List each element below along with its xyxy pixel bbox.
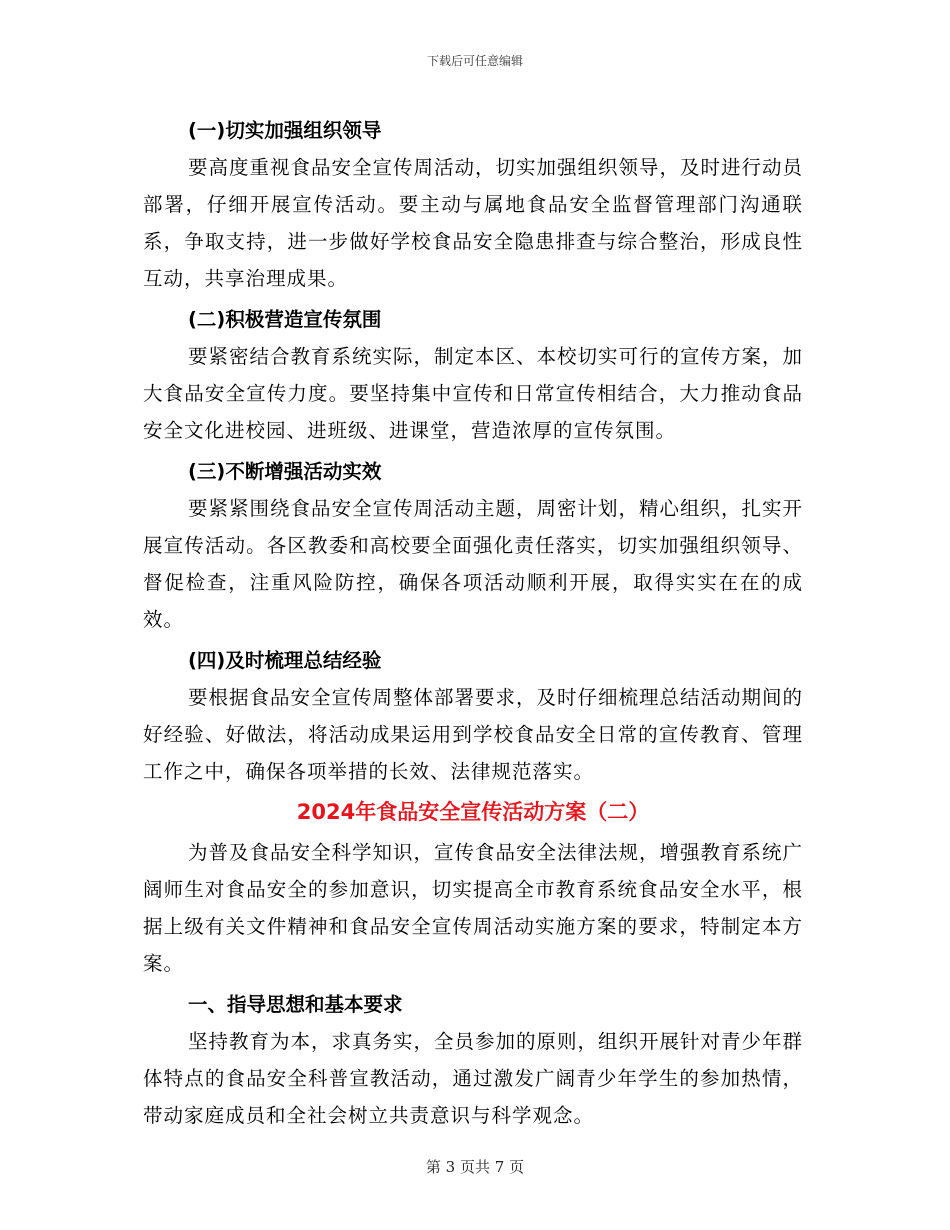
section-paragraph-3: 要紧紧围绕食品安全宣传周活动主题，周密计划，精心组织，扎实开展宣传活动。各区教委和高校要全面强化责任落实，切实加强组织领导、督促检查，注重风险防控，确保各项活动顺利开展，取得实实在在的成效。 xyxy=(143,497,804,631)
section-heading-guiding: 一、指导思想和基本要求 xyxy=(188,993,403,1016)
section-heading-4: (四)及时梳理总结经验 xyxy=(188,649,382,672)
section-heading-3: (三)不断增强活动实效 xyxy=(188,460,382,483)
section-paragraph-1: 要高度重视食品安全宣传周活动，切实加强组织领导，及时进行动员部署，仔细开展宣传活动。要主动与属地食品安全监督管理部门沟通联系，争取支持，进一步做好学校食品安全隐患排查与综合整治，形成良性互动，共享治理成果。 xyxy=(143,156,804,290)
section-heading-2: (二)积极营造宣传氛围 xyxy=(188,308,382,331)
page-header: 下载后可任意编辑 xyxy=(426,54,523,68)
document-title: 2024年食品安全宣传活动方案（二） xyxy=(296,800,650,824)
page-footer: 第 3 页共 7 页 xyxy=(425,1158,525,1176)
section-paragraph-guiding: 坚持教育为本，求真务实，全员参加的原则，组织开展针对青少年群体特点的食品安全科普宣教活动，通过激发广阔青少年学生的参加热情，带动家庭成员和全社会树立共责意识与科学观念。 xyxy=(143,1030,804,1127)
section-paragraph-2: 要紧密结合教育系统实际，制定本区、本校切实可行的宣传方案，加大食品安全宣传力度。要坚持集中宣传和日常宣传相结合，大力推动食品安全文化进校园、进班级、进课堂，营造浓厚的宣传氛围。 xyxy=(143,345,804,442)
document-body xyxy=(143,108,803,1134)
section-heading-1: (一)切实加强组织领导 xyxy=(188,119,382,142)
intro-paragraph: 为普及食品安全科学知识，宣传食品安全法律法规，增强教育系统广阔师生对食品安全的参加意识，切实提高全市教育系统食品安全水平，根据上级有关文件精神和食品安全宣传周活动实施方案的要求，特制定本方案。 xyxy=(143,841,804,975)
section-paragraph-4: 要根据食品安全宣传周整体部署要求，及时仔细梳理总结活动期间的好经验、好做法，将活动成果运用到学校食品安全日常的宣传教育、管理工作之中，确保各项举措的长效、法律规范落实。 xyxy=(143,686,804,783)
